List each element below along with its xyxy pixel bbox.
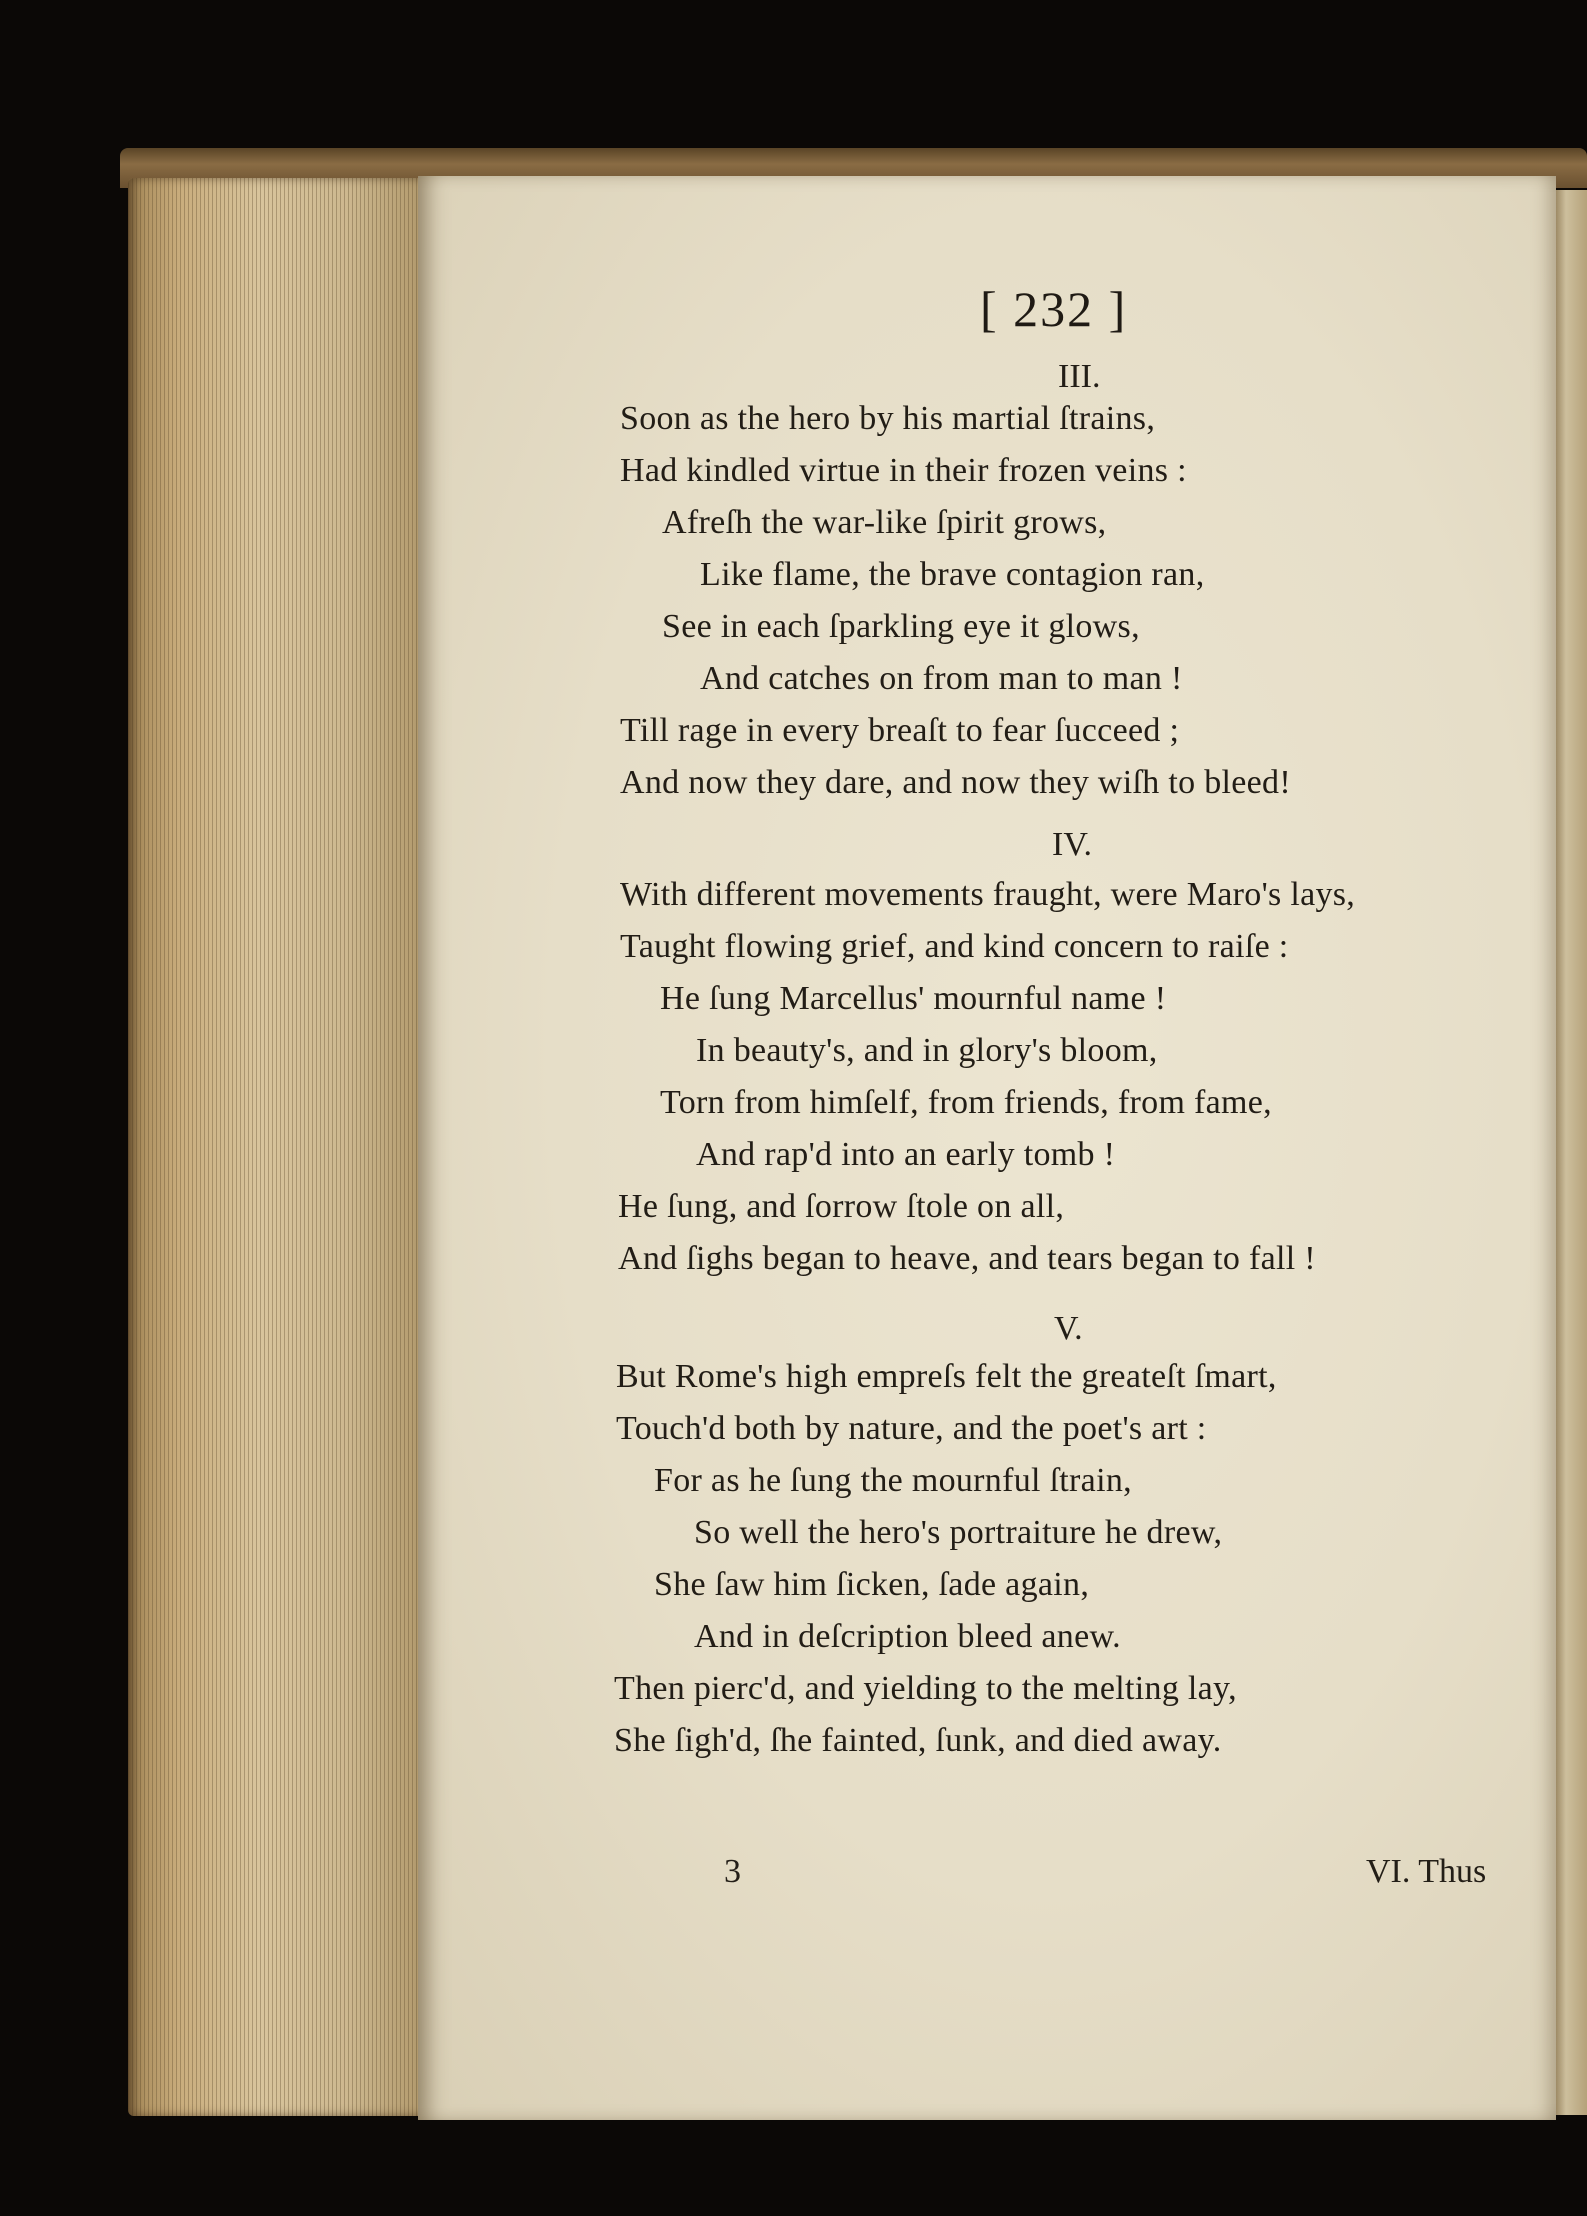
- page-edges: [128, 178, 420, 2116]
- verse-line: With different movements fraught, were Maro's lays,: [620, 876, 1356, 913]
- verse-line: Then pierc'd, and yielding to the melting lay,: [614, 1670, 1237, 1707]
- stanza-number: V.: [1054, 1310, 1083, 1347]
- verse-line: And rap'd into an early tomb !: [696, 1136, 1116, 1173]
- verse-line: And ſighs began to heave, and tears began to fall !: [618, 1240, 1316, 1277]
- verse-line: But Rome's high empreſs felt the greateſt ſmart,: [616, 1358, 1277, 1395]
- verse-line: And now they dare, and now they wiſh to bleed!: [620, 764, 1291, 801]
- verse-line: She ſigh'd, ſhe fainted, ſunk, and died away.: [614, 1722, 1222, 1759]
- page-number: [ 232 ]: [980, 281, 1128, 337]
- verse-line: Touch'd both by nature, and the poet's art :: [616, 1410, 1207, 1447]
- verse-line: She ſaw him ſicken, ſade again,: [654, 1566, 1090, 1603]
- stanza-number: IV.: [1052, 826, 1092, 863]
- catchword: VI. Thus: [1366, 1853, 1487, 1890]
- verse-line: Had kindled virtue in their frozen veins :: [620, 452, 1187, 489]
- verse-line: Afreſh the war-like ſpirit grows,: [662, 504, 1107, 541]
- verse-line: Torn from himſelf, from friends, from fame,: [660, 1084, 1272, 1121]
- verse-line: He ſung Marcellus' mournful name !: [660, 980, 1167, 1017]
- verse-line: In beauty's, and in glory's bloom,: [696, 1032, 1158, 1069]
- facing-page-edge: [1552, 190, 1587, 2115]
- verse-line: See in each ſparkling eye it glows,: [662, 608, 1140, 645]
- verse-line: So well the hero's portraiture he drew,: [694, 1514, 1223, 1551]
- verse-line: Taught flowing grief, and kind concern to raiſe :: [620, 928, 1289, 965]
- signature-mark: 3: [724, 1853, 741, 1890]
- verse-line: And in deſcription bleed anew.: [694, 1618, 1121, 1655]
- verse-line: And catches on from man to man !: [700, 660, 1183, 697]
- verse-line: Soon as the hero by his martial ſtrains,: [620, 400, 1156, 437]
- verse-line: Like flame, the brave contagion ran,: [700, 556, 1205, 593]
- verse-line: Till rage in every breaſt to fear ſucceed ;: [620, 712, 1180, 749]
- verse-line: For as he ſung the mournful ſtrain,: [654, 1462, 1132, 1499]
- stanza-number: III.: [1058, 358, 1101, 395]
- verse-line: He ſung, and ſorrow ſtole on all,: [618, 1188, 1065, 1225]
